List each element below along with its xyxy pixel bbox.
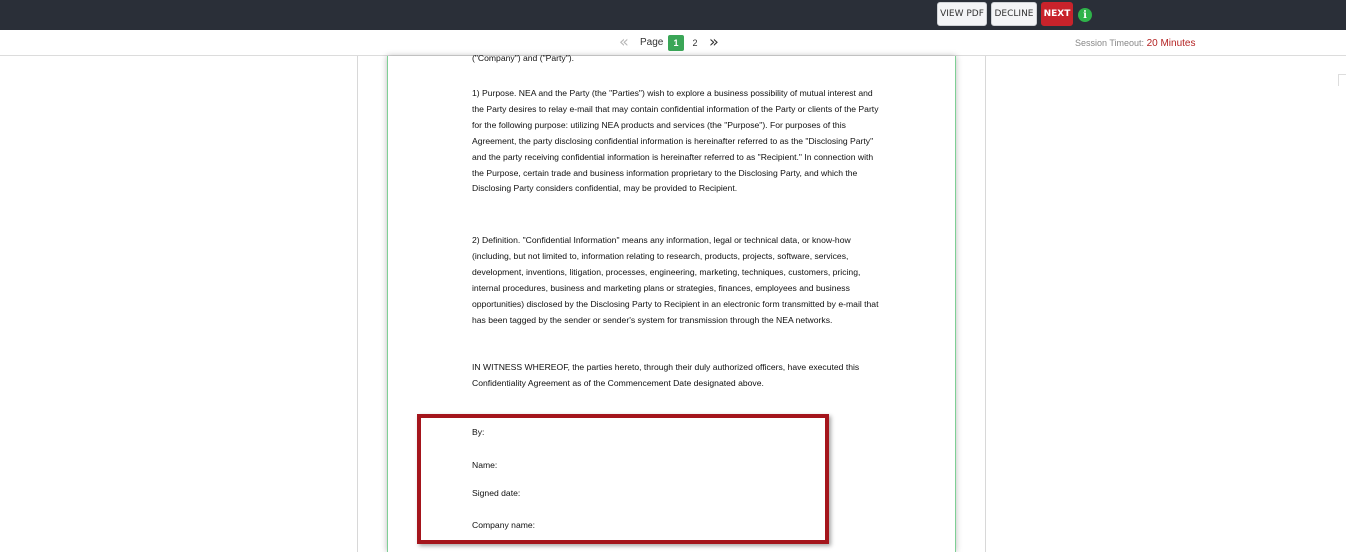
document-top-fragment: ("Company") and ("Party"). [472,53,574,63]
signature-field-signed-date[interactable]: Signed date: [472,488,521,498]
top-toolbar [0,0,1346,30]
view-pdf-button[interactable]: VIEW PDF [937,2,987,26]
paragraph-purpose: 1) Purpose. NEA and the Party (the "Parties") wish to explore a business possibility of mutual interest and the Party desires to relay e-mail that may contain confidential information of the Party or clients of the Party for the following purpose: utilizing NEA products and services (the "Purpose"). For purposes of this Agreement, the party disclosing confidential information is hereinafter referred to as the "Disclosing Party" and the party receiving confidential information is hereinafter referred to as "Recipient." In connection with the Purpose, certain trade and business information proprietary to the Disclosing Party, and which the Disclosing Party considers confidential, may be provided to Recipient. [472,88,879,194]
decline-button[interactable]: DECLINE [991,2,1037,26]
session-timeout-label: Session Timeout: [1075,38,1145,48]
previous-page-icon[interactable]: « [619,32,629,51]
next-page-icon[interactable]: » [709,32,719,51]
page-button-1[interactable]: 1 [668,35,684,51]
signature-highlight-box [417,414,829,544]
signature-field-by[interactable]: By: [472,427,485,437]
info-icon[interactable]: i [1078,8,1092,22]
session-timeout [1075,38,1195,49]
next-button[interactable]: NEXT [1041,2,1073,26]
page-button-2[interactable]: 2 [692,38,698,48]
paragraph-witness: IN WITNESS WHEREOF, the parties hereto, through their duly authorized officers, have executed this Confidentiality Agreement as of the Commencement Date designated above. [472,362,860,388]
session-timeout-value: 20 Minutes [1146,38,1196,49]
paragraph-definition: 2) Definition. "Confidential Information" means any information, legal or technical data, or know-how (including, but not limited to, information relating to research, products, projects, software, services, development, inventions, litigation, processes, engineering, marketing, techniques, customers, pricing, internal procedures, business and marketing plans or strategies, finances, employees and business opportunities) disclosed by the Disclosing Party to Recipient in an electronic form transmitted by e-mail that has been tagged by the sender or sender's system for transmission through the NEA networks. [472,235,879,325]
signature-field-name[interactable]: Name: [472,460,498,470]
corner-marker [1338,74,1346,86]
page-label: Page [640,37,664,48]
signature-field-company-name[interactable]: Company name: [472,520,536,530]
